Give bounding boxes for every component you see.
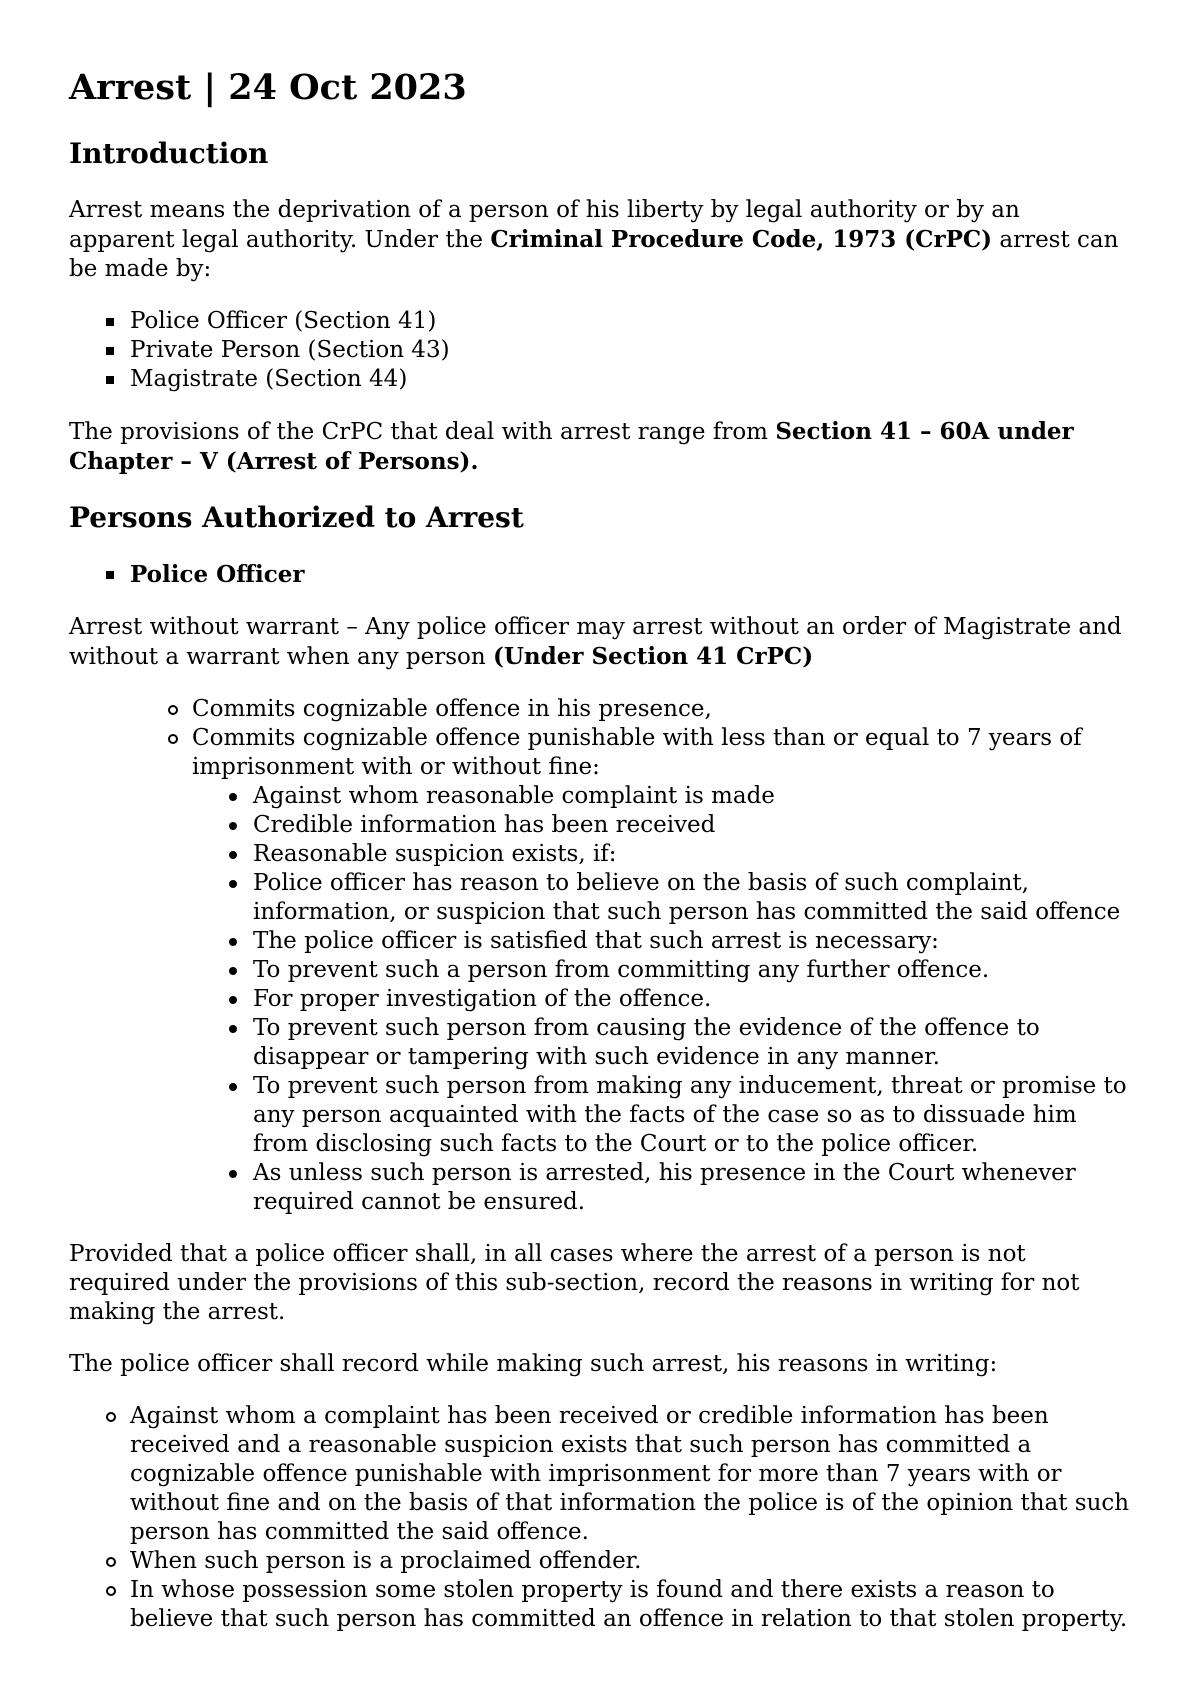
warrant-text: Arrest without warrant – Any police officer may arrest without an order of Magistrate and without a warrant when any person [69, 614, 1122, 670]
sublist-item: Police officer has reason to believe on the basis of such complaint, information, or suspicion that such person has committed the said offence [253, 869, 1130, 927]
sublist-item: To prevent such person from making any inducement, threat or promise to any person acquainted with the facts of the case so as to dissuade him from disclosing such facts to the Court or to the police officer. [253, 1072, 1130, 1159]
list-item [130, 560, 1130, 590]
list-item: Police Officer (Section 41) [130, 307, 1130, 336]
sublist-item: As unless such person is arrested, his presence in the Court whenever required cannot be ensured. [253, 1159, 1130, 1217]
list-item: When such person is a proclaimed offender. [130, 1547, 1130, 1576]
list-item [192, 724, 1130, 1217]
record-reasons-list [69, 1402, 1130, 1634]
sublist-item: To prevent such person from causing the evidence of the offence to disappear or tampering with such evidence in any manner. [253, 1014, 1130, 1072]
sublist-item: Reasonable suspicion exists, if: [253, 840, 1130, 869]
sublist-item: To prevent such a person from committing any further offence. [253, 956, 1130, 985]
list-item: Private Person (Section 43) [130, 336, 1130, 365]
section-41-reference: (Under Section 41 CrPC) [492, 643, 814, 670]
page-title: Arrest | 24 Oct 2023 [69, 67, 467, 108]
section-heading-introduction: Introduction [69, 137, 269, 170]
intro-paragraph [69, 196, 1130, 284]
arrest-without-warrant-paragraph [69, 613, 1130, 672]
sublist-item: For proper investigation of the offence. [253, 985, 1130, 1014]
intro-text: Arrest means the deprivation of a person of his liberty by legal authority or by an apparent legal authority. Under the [69, 197, 1020, 253]
provisions-text: The provisions of the CrPC that deal with arrest range from [69, 419, 776, 445]
sublist-item: Credible information has been received [253, 811, 1130, 840]
section-heading-persons-authorized: Persons Authorized to Arrest [69, 501, 524, 534]
authorized-persons-list [69, 560, 1130, 590]
sublist-item: Against whom reasonable complaint is made [253, 782, 1130, 811]
arrest-authority-list [69, 307, 1130, 394]
list-item: In whose possession some stolen property is found and there exists a reason to believe that such person has committed an offence in relation to that stolen property. [130, 1576, 1130, 1634]
provisions-paragraph [69, 417, 1130, 477]
list-item: Magistrate (Section 44) [130, 365, 1130, 394]
provisions-bold-text: Section 41 – 60A under Chapter – V (Arrest of Persons). [69, 418, 1074, 475]
sublist-item: The police officer is satisfied that such arrest is necessary: [253, 927, 1130, 956]
police-officer-label: Police Officer [130, 561, 305, 588]
list-item: Commits cognizable offence in his presence, [192, 695, 1130, 724]
list-item-text: Commits cognizable offence punishable with less than or equal to 7 years of imprisonment with or without fine: [192, 725, 1082, 780]
cognizable-offence-list [69, 695, 1130, 1217]
conditions-sublist [192, 782, 1130, 1217]
proviso-paragraph: Provided that a police officer shall, in all cases where the arrest of a person is not required under the provisions of this sub-section, record the reasons in writing for not making the arrest. [69, 1241, 1080, 1325]
record-reasons-paragraph: The police officer shall record while making such arrest, his reasons in writing: [69, 1351, 998, 1377]
intro-text-end: arrest can be made by: [69, 227, 1119, 282]
list-item: Against whom a complaint has been received or credible information has been received and a reasonable suspicion exists that such person has committed a cognizable offence punishable with imprisonment for more than 7 years with or without fine and on the basis of that information the police is of the opinion that such person has committed the said offence. [130, 1403, 1130, 1545]
intro-bold-text: Criminal Procedure Code, 1973 (CrPC) [490, 226, 993, 253]
